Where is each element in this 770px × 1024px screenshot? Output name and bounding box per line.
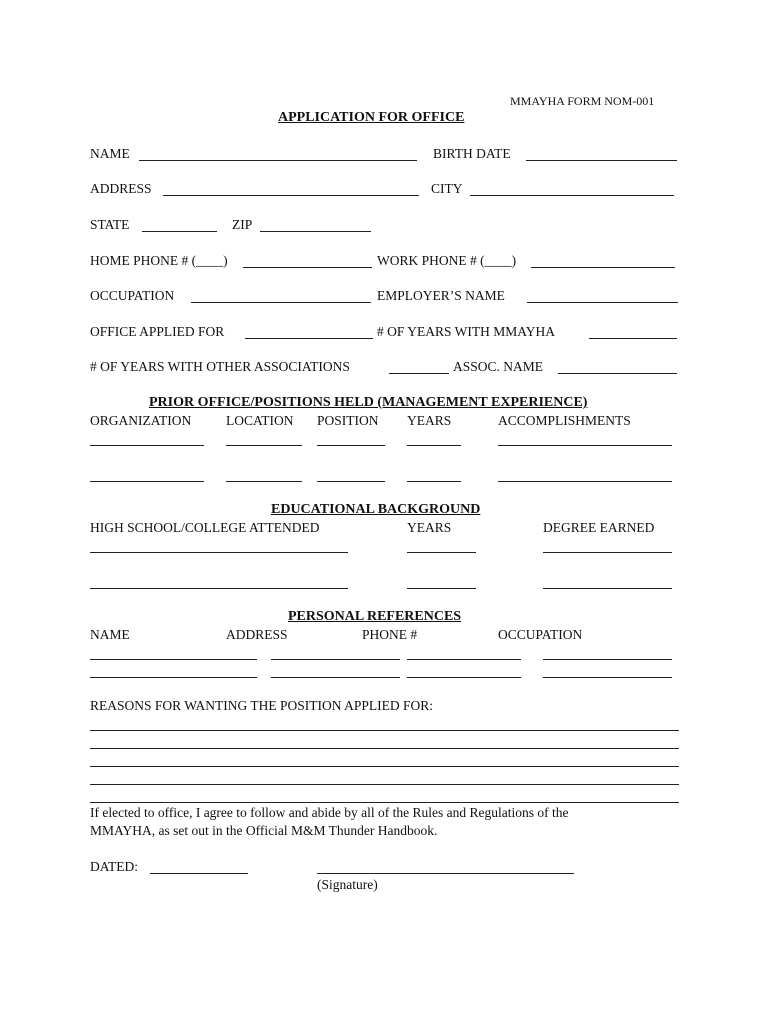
col-ref-address: ADDRESS <box>226 627 288 642</box>
office-applied-field[interactable] <box>245 338 373 339</box>
signature-label: (Signature) <box>317 877 378 892</box>
ref-address-field[interactable] <box>271 659 400 660</box>
prior-years-field[interactable] <box>407 445 461 446</box>
reasons-line[interactable] <box>90 766 679 767</box>
birth-date-field[interactable] <box>526 160 677 161</box>
reasons-line[interactable] <box>90 802 679 803</box>
name-label: NAME <box>90 146 130 161</box>
agreement-line-2: MMAYHA, as set out in the Official M&M Thunder Handbook. <box>90 823 438 838</box>
reasons-line[interactable] <box>90 748 679 749</box>
years-mmayha-label: # OF YEARS WITH MMAYHA <box>377 324 556 339</box>
school-field[interactable] <box>90 552 348 553</box>
dated-field[interactable] <box>150 873 248 874</box>
col-location: LOCATION <box>226 413 294 428</box>
col-years: YEARS <box>407 413 452 428</box>
ref-occupation-field[interactable] <box>543 677 672 678</box>
reasons-line[interactable] <box>90 784 679 785</box>
prior-position-field[interactable] <box>317 445 385 446</box>
name-field[interactable] <box>139 160 417 161</box>
employer-name-field[interactable] <box>527 302 678 303</box>
occupation-label: OCCUPATION <box>90 288 175 303</box>
form-number: MMAYHA FORM NOM-001 <box>510 94 655 108</box>
col-position: POSITION <box>317 413 379 428</box>
address-field[interactable] <box>163 195 419 196</box>
ref-name-field[interactable] <box>90 659 257 660</box>
signature-field[interactable] <box>317 873 574 874</box>
ref-phone-field[interactable] <box>407 659 521 660</box>
ref-address-field[interactable] <box>271 677 400 678</box>
address-label: ADDRESS <box>90 181 152 196</box>
ref-name-field[interactable] <box>90 677 257 678</box>
office-applied-label: OFFICE APPLIED FOR <box>90 324 225 339</box>
city-label: CITY <box>431 181 463 196</box>
state-label: STATE <box>90 217 130 232</box>
page-title: APPLICATION FOR OFFICE <box>278 110 465 125</box>
reasons-label: REASONS FOR WANTING THE POSITION APPLIED FOR: <box>90 698 434 713</box>
prior-position-field[interactable] <box>317 481 385 482</box>
assoc-name-field[interactable] <box>558 373 677 374</box>
work-phone-field[interactable] <box>531 267 675 268</box>
zip-label: ZIP <box>232 217 253 232</box>
col-school: HIGH SCHOOL/COLLEGE ATTENDED <box>90 520 320 535</box>
dated-label: DATED: <box>90 859 138 874</box>
prior-years-field[interactable] <box>407 481 461 482</box>
employer-name-label: EMPLOYER’S NAME <box>377 288 505 303</box>
col-organization: ORGANIZATION <box>90 413 192 428</box>
col-ref-name: NAME <box>90 627 130 642</box>
ref-occupation-field[interactable] <box>543 659 672 660</box>
prior-location-field[interactable] <box>226 445 302 446</box>
city-field[interactable] <box>470 195 674 196</box>
references-heading: PERSONAL REFERENCES <box>288 609 462 624</box>
prior-location-field[interactable] <box>226 481 302 482</box>
degree-field[interactable] <box>543 552 672 553</box>
school-field[interactable] <box>90 588 348 589</box>
reasons-line[interactable] <box>90 730 679 731</box>
edu-years-field[interactable] <box>407 552 476 553</box>
birth-date-label: BIRTH DATE <box>433 146 511 161</box>
prior-organization-field[interactable] <box>90 481 204 482</box>
zip-field[interactable] <box>260 231 371 232</box>
home-phone-field[interactable] <box>243 267 372 268</box>
col-edu-years: YEARS <box>407 520 452 535</box>
home-phone-label: HOME PHONE # (____) <box>90 253 228 268</box>
ref-phone-field[interactable] <box>407 677 521 678</box>
prior-organization-field[interactable] <box>90 445 204 446</box>
prior-accomplishments-field[interactable] <box>498 481 672 482</box>
years-mmayha-field[interactable] <box>589 338 677 339</box>
col-ref-phone: PHONE # <box>362 627 418 642</box>
occupation-field[interactable] <box>191 302 371 303</box>
assoc-name-label: ASSOC. NAME <box>453 359 544 374</box>
edu-years-field[interactable] <box>407 588 476 589</box>
prior-positions-heading: PRIOR OFFICE/POSITIONS HELD (MANAGEMENT EXPERIENCE) <box>149 395 588 410</box>
degree-field[interactable] <box>543 588 672 589</box>
col-degree: DEGREE EARNED <box>543 520 655 535</box>
work-phone-label: WORK PHONE # (____) <box>377 253 517 268</box>
agreement-line-1: If elected to office, I agree to follow and abide by all of the Rules and Regulations of the <box>90 805 569 820</box>
col-accomplishments: ACCOMPLISHMENTS <box>498 413 631 428</box>
state-field[interactable] <box>142 231 217 232</box>
years-other-assoc-field[interactable] <box>389 373 449 374</box>
col-ref-occupation: OCCUPATION <box>498 627 583 642</box>
years-other-assoc-label: # OF YEARS WITH OTHER ASSOCIATIONS <box>90 359 350 374</box>
education-heading: EDUCATIONAL BACKGROUND <box>271 502 481 517</box>
prior-accomplishments-field[interactable] <box>498 445 672 446</box>
